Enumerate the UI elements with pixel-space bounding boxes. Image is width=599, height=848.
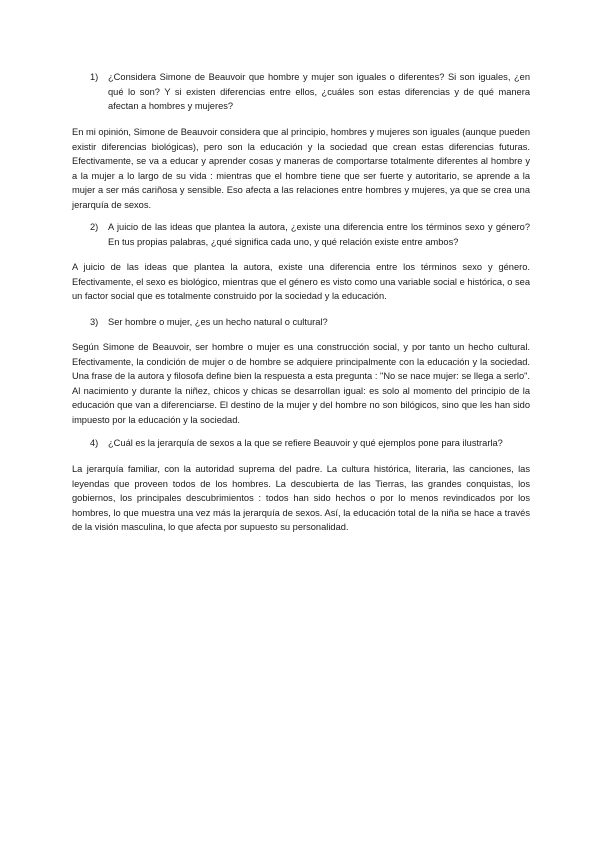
answer-2: A juicio de las ideas que plantea la autora, existe una diferencia entre los términos sexo y género. Efectivamente, el sexo es biológico, mientras que el género es visto como una variable social e histórica, o sea un factor social que es totalmente construido por la sociedad y la educación. xyxy=(72,262,530,301)
question-number: 3) xyxy=(90,317,99,327)
answer-1: En mi opinión, Simone de Beauvoir considera que al principio, hombres y mujeres son iguales (aunque pueden existir diferencias biológicas), pero son la educación y la sociedad que crean estas diferencias futuras. Efectivamente, se va a educar y aprender cosas y maneras de comportarse totalmente diferentes al hombre y a la mujer a lo largo de su vida : mientras que el hombre tiene que ser fuerte y autoritario, se aprende a la mujer a ser más cariñosa y sensible. Eso afecta a las relaciones entre hombres y mujeres, ya que se crea una jerarquía de sexos. xyxy=(72,127,530,210)
answer-4: La jerarquía familiar, con la autoridad suprema del padre. La cultura histórica, literaria, las canciones, las leyendas que proveen todos de los hombres. La descubierta de las Tierras, las grandes conquistas, los gobiernos, los principales descubrimientos : todos han sido hechos o por lo menos revindicados por los hombres, lo que muestra una vez más la jerarquía de sexos. Así, la educación total de la niña se hace a través de la visión masculina, lo que afecta por supuesto su personalidad. xyxy=(72,464,530,532)
question-number: 2) xyxy=(90,222,99,232)
question-number: 1) xyxy=(90,72,99,82)
answer-3: Según Simone de Beauvoir, ser hombre o mujer es una construcción social, y por tanto un hecho cultural. Efectivamente, la condición de mujer o de hombre se adquiere principalmente con la educación y la sociedad. Una frase de la autora y filosofa define bien la respuesta a esta pregunta : "No se nace mujer: se llega a serlo". Al nacimiento y durante la niñez, chicos y chicas se desarrollan igual: es solo al momento del principio de la educación que van a diferenciarse. El destino de la mujer y del hombre no son bilógicos, sino que les han sido impuesto por la educación y la sociedad. xyxy=(72,342,530,425)
question-text: A juicio de las ideas que plantea la autora, ¿existe una diferencia entre los términos sexo y género? En tus propias palabras, ¿qué significa cada uno, y qué relación existe entre ambos? xyxy=(108,222,530,247)
question-3 xyxy=(90,315,530,330)
question-text: ¿Cuál es la jerarquía de sexos a la que se refiere Beauvoir y qué ejemplos pone para ilustrarla? xyxy=(108,438,503,448)
question-number: 4) xyxy=(90,438,99,448)
question-2 xyxy=(90,220,530,249)
question-1 xyxy=(90,70,530,114)
question-text: Ser hombre o mujer, ¿es un hecho natural o cultural? xyxy=(108,317,328,327)
question-text: ¿Considera Simone de Beauvoir que hombre y mujer son iguales o diferentes? Si son iguales, ¿en qué lo son? Y si existen diferencias entre ellos, ¿cuáles son estas diferencias y de qué manera afectan a hombres y mujeres? xyxy=(108,72,530,111)
question-4 xyxy=(90,436,530,451)
